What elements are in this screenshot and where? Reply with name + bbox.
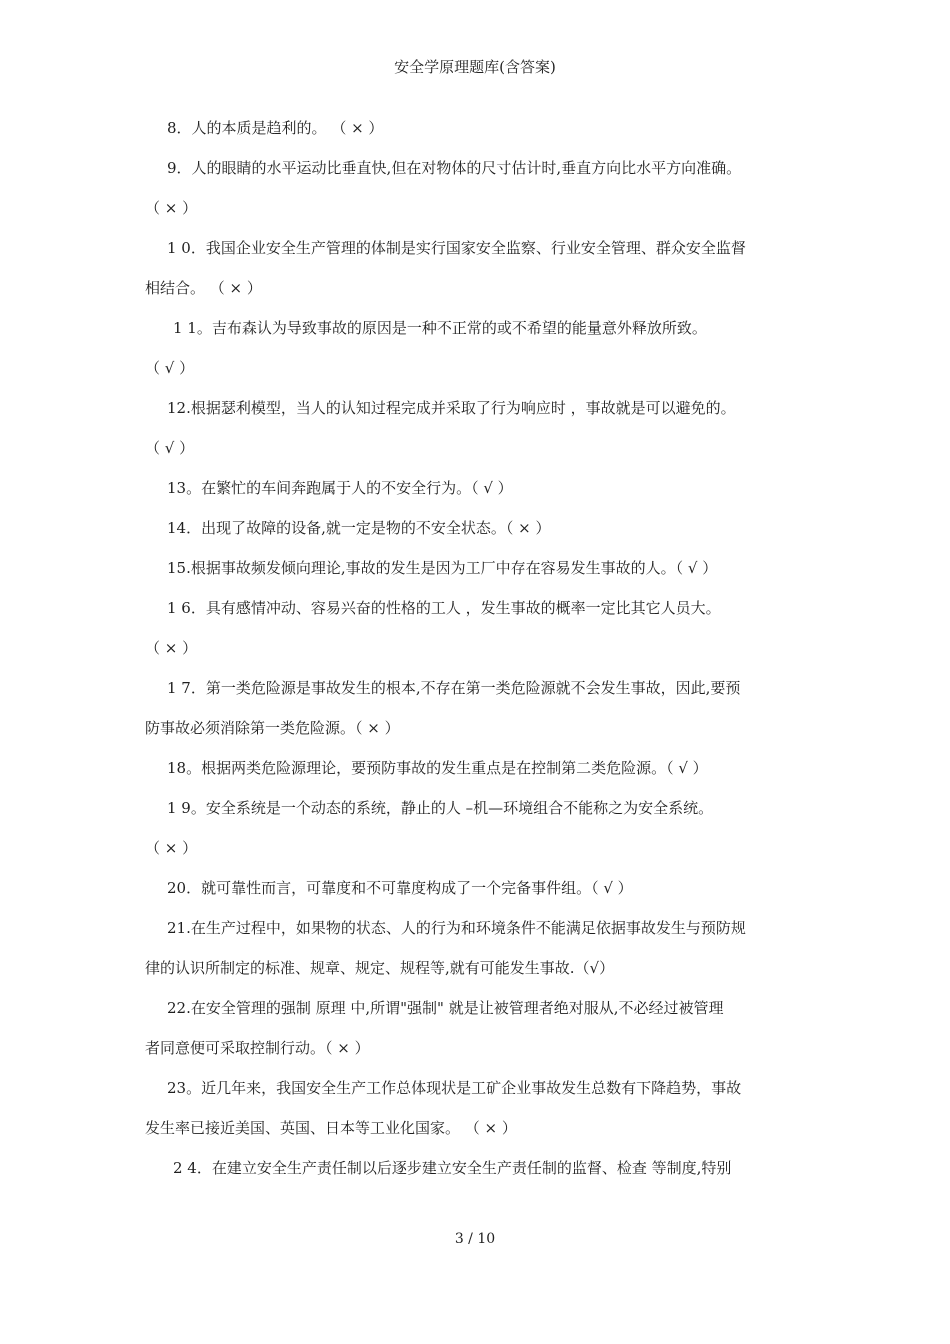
- question-24: 2 4．在建立安全生产责任制以后逐步建立安全生产责任制的监督、检查 等制度,特别: [173, 1159, 732, 1177]
- question-11: 1 1。吉布森认为导致事故的原因是一种不正常的或不希望的能量意外释放所致。: [173, 319, 707, 337]
- question-13: 13。在繁忙的车间奔跑属于人的不安全行为。（ √ ）: [167, 479, 513, 497]
- answer-12: （ √ ）: [145, 439, 195, 457]
- answer-16: （ × ）: [145, 639, 198, 657]
- question-22: 22.在安全管理的强制 原理 中,所谓"强制" 就是让被管理者绝对服从,不必经过被管理: [167, 999, 724, 1017]
- answer-9: （ × ）: [145, 199, 198, 217]
- question-22-continued: 者同意便可采取控制行动。（ × ）: [145, 1039, 370, 1057]
- question-12: 12.根据瑟利模型，当人的认知过程完成并采取了行为响应时 ，事故就是可以避免的。: [167, 399, 736, 417]
- question-16: 1 6．具有感情冲动、容易兴奋的性格的工人 ，发生事故的概率一定比其它人员大。: [167, 599, 721, 617]
- question-19: 1 9。安全系统是一个动态的系统，静止的人 –机—环境组合不能称之为安全系统。: [167, 799, 714, 817]
- answer-11: （ √ ）: [145, 359, 195, 377]
- question-17-continued: 防事故必须消除第一类危险源。（ × ）: [145, 719, 400, 737]
- question-18: 18。根据两类危险源理论，要预防事故的发生重点是在控制第二类危险源。（ √ ）: [167, 759, 708, 777]
- question-list: [145, 108, 813, 1188]
- question-14: 14．出现了故障的设备,就一定是物的不安全状态。（ × ）: [167, 519, 551, 537]
- question-20: 20．就可靠性而言，可靠度和不可靠度构成了一个完备事件组。（ √ ）: [167, 879, 633, 897]
- question-15: 15.根据事故频发倾向理论,事故的发生是因为工厂中存在容易发生事故的人。（ √ ）: [167, 559, 718, 577]
- question-21: 21.在生产过程中，如果物的状态、人的行为和环境条件不能满足依据事故发生与预防规: [167, 919, 746, 937]
- question-10-continued: 相结合。 （ × ）: [145, 279, 262, 297]
- page-number: 3 / 10: [454, 1231, 496, 1247]
- question-17: 1 7．第一类危险源是事故发生的根本,不存在第一类危险源就不会发生事故，因此,要预: [167, 679, 741, 697]
- question-9: 9．人的眼睛的水平运动比垂直快,但在对物体的尺寸估计时,垂直方向比水平方向准确。: [167, 159, 742, 177]
- answer-19: （ × ）: [145, 839, 198, 857]
- question-21-continued: 律的认识所制定的标准、规章、规定、规程等,就有可能发生事故.（√）: [145, 959, 615, 977]
- question-23-continued: 发生率已接近美国、英国、日本等工业化国家。 （ × ）: [145, 1119, 517, 1137]
- question-23: 23。近几年来，我国安全生产工作总体现状是工矿企业事故发生总数有下降趋势，事故: [167, 1079, 742, 1097]
- page-header-title: 安全学原理题库(含答案): [394, 58, 556, 76]
- question-8: 8．人的本质是趋利的。 （ × ）: [167, 119, 384, 137]
- question-10: 1 0．我国企业安全生产管理的体制是实行国家安全监察、行业安全管理、群众安全监督: [167, 239, 746, 257]
